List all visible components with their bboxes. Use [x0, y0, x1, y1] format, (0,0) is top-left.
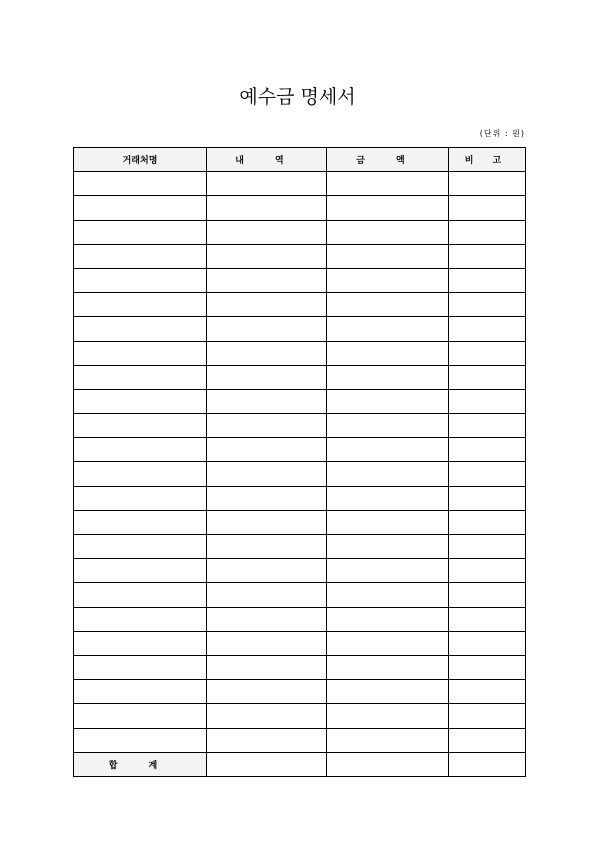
details-cell[interactable]: [207, 655, 327, 679]
remarks-cell[interactable]: [449, 510, 526, 534]
table-row: [74, 607, 526, 631]
remarks-cell[interactable]: [449, 704, 526, 728]
amount-cell[interactable]: [327, 535, 449, 559]
remarks-cell[interactable]: [449, 389, 526, 413]
amount-cell[interactable]: [327, 341, 449, 365]
remarks-cell[interactable]: [449, 317, 526, 341]
details-cell[interactable]: [207, 510, 327, 534]
table-row: [74, 559, 526, 583]
amount-cell[interactable]: [327, 365, 449, 389]
table-row: [74, 341, 526, 365]
remarks-cell[interactable]: [449, 293, 526, 317]
client-name-cell[interactable]: [74, 244, 207, 268]
details-cell[interactable]: [207, 438, 327, 462]
remarks-cell[interactable]: [449, 438, 526, 462]
table-row: [74, 365, 526, 389]
remarks-cell[interactable]: [449, 462, 526, 486]
client-name-cell[interactable]: [74, 655, 207, 679]
table-row: [74, 655, 526, 679]
amount-cell[interactable]: [327, 680, 449, 704]
table-row: [74, 293, 526, 317]
remarks-cell[interactable]: [449, 414, 526, 438]
document-title: 예수금 명세서: [239, 86, 356, 108]
remarks-cell[interactable]: [449, 535, 526, 559]
amount-cell[interactable]: [327, 655, 449, 679]
table-row: [74, 414, 526, 438]
remarks-cell[interactable]: [449, 583, 526, 607]
table-row: [74, 462, 526, 486]
header-remarks: 비 고: [449, 148, 526, 172]
table-row: [74, 438, 526, 462]
details-cell[interactable]: [207, 607, 327, 631]
amount-cell[interactable]: [327, 220, 449, 244]
remarks-cell[interactable]: [449, 365, 526, 389]
amount-cell[interactable]: [327, 389, 449, 413]
client-name-cell[interactable]: [74, 535, 207, 559]
amount-cell[interactable]: [327, 196, 449, 220]
remarks-cell[interactable]: [449, 244, 526, 268]
details-cell[interactable]: [207, 704, 327, 728]
table-row: [74, 244, 526, 268]
table-header-row: [74, 148, 526, 172]
total-amount-cell[interactable]: [327, 752, 449, 776]
table-row: [74, 172, 526, 196]
client-name-cell[interactable]: [74, 293, 207, 317]
amount-cell[interactable]: [327, 172, 449, 196]
details-cell[interactable]: [207, 196, 327, 220]
table-row: [74, 389, 526, 413]
total-details-cell[interactable]: [207, 752, 327, 776]
client-name-cell[interactable]: [74, 438, 207, 462]
unit-note: (단위 : 원): [479, 129, 525, 138]
client-name-cell[interactable]: [74, 268, 207, 292]
client-name-cell[interactable]: [74, 486, 207, 510]
amount-cell[interactable]: [327, 631, 449, 655]
details-cell[interactable]: [207, 365, 327, 389]
client-name-cell[interactable]: [74, 607, 207, 631]
amount-cell[interactable]: [327, 607, 449, 631]
header-details: 내 역: [207, 148, 327, 172]
details-cell[interactable]: [207, 486, 327, 510]
client-name-cell[interactable]: [74, 583, 207, 607]
client-name-cell[interactable]: [74, 704, 207, 728]
amount-cell[interactable]: [327, 438, 449, 462]
client-name-cell[interactable]: [74, 728, 207, 752]
details-cell[interactable]: [207, 535, 327, 559]
table-row: [74, 196, 526, 220]
client-name-cell[interactable]: [74, 680, 207, 704]
details-cell[interactable]: [207, 583, 327, 607]
details-cell[interactable]: [207, 172, 327, 196]
table-body: [74, 172, 526, 753]
details-cell[interactable]: [207, 462, 327, 486]
amount-cell[interactable]: [327, 728, 449, 752]
remarks-cell[interactable]: [449, 268, 526, 292]
details-cell[interactable]: [207, 268, 327, 292]
client-name-cell[interactable]: [74, 220, 207, 244]
client-name-cell[interactable]: [74, 196, 207, 220]
client-name-cell[interactable]: [74, 559, 207, 583]
remarks-cell[interactable]: [449, 631, 526, 655]
details-cell[interactable]: [207, 631, 327, 655]
table-row: [74, 317, 526, 341]
amount-cell[interactable]: [327, 583, 449, 607]
details-cell[interactable]: [207, 559, 327, 583]
client-name-cell[interactable]: [74, 317, 207, 341]
table-row: [74, 486, 526, 510]
remarks-cell[interactable]: [449, 559, 526, 583]
details-cell[interactable]: [207, 728, 327, 752]
table-row: [74, 583, 526, 607]
client-name-cell[interactable]: [74, 462, 207, 486]
remarks-cell[interactable]: [449, 220, 526, 244]
total-label: 합 계: [74, 752, 207, 776]
client-name-cell[interactable]: [74, 389, 207, 413]
client-name-cell[interactable]: [74, 341, 207, 365]
details-cell[interactable]: [207, 220, 327, 244]
client-name-cell[interactable]: [74, 631, 207, 655]
details-cell[interactable]: [207, 389, 327, 413]
total-row: [74, 752, 526, 776]
deposit-ledger-table: [73, 147, 526, 777]
amount-cell[interactable]: [327, 268, 449, 292]
remarks-cell[interactable]: [449, 486, 526, 510]
amount-cell[interactable]: [327, 559, 449, 583]
remarks-cell[interactable]: [449, 196, 526, 220]
remarks-cell[interactable]: [449, 728, 526, 752]
amount-cell[interactable]: [327, 293, 449, 317]
amount-cell[interactable]: [327, 317, 449, 341]
table-row: [74, 510, 526, 534]
amount-cell[interactable]: [327, 704, 449, 728]
table-row: [74, 728, 526, 752]
amount-cell[interactable]: [327, 244, 449, 268]
amount-cell[interactable]: [327, 510, 449, 534]
table-row: [74, 220, 526, 244]
table-row: [74, 631, 526, 655]
remarks-cell[interactable]: [449, 172, 526, 196]
header-client-name: 거래처명: [74, 148, 207, 172]
header-amount: 금 액: [327, 148, 449, 172]
details-cell[interactable]: [207, 244, 327, 268]
client-name-cell[interactable]: [74, 510, 207, 534]
amount-cell[interactable]: [327, 462, 449, 486]
table-row: [74, 268, 526, 292]
table-row: [74, 535, 526, 559]
client-name-cell[interactable]: [74, 414, 207, 438]
remarks-cell[interactable]: [449, 655, 526, 679]
table-row: [74, 680, 526, 704]
details-cell[interactable]: [207, 680, 327, 704]
total-remarks-cell[interactable]: [449, 752, 526, 776]
details-cell[interactable]: [207, 414, 327, 438]
amount-cell[interactable]: [327, 414, 449, 438]
remarks-cell[interactable]: [449, 680, 526, 704]
client-name-cell[interactable]: [74, 365, 207, 389]
table-row: [74, 704, 526, 728]
details-cell[interactable]: [207, 293, 327, 317]
client-name-cell[interactable]: [74, 172, 207, 196]
remarks-cell[interactable]: [449, 341, 526, 365]
remarks-cell[interactable]: [449, 607, 526, 631]
details-cell[interactable]: [207, 341, 327, 365]
amount-cell[interactable]: [327, 486, 449, 510]
details-cell[interactable]: [207, 317, 327, 341]
